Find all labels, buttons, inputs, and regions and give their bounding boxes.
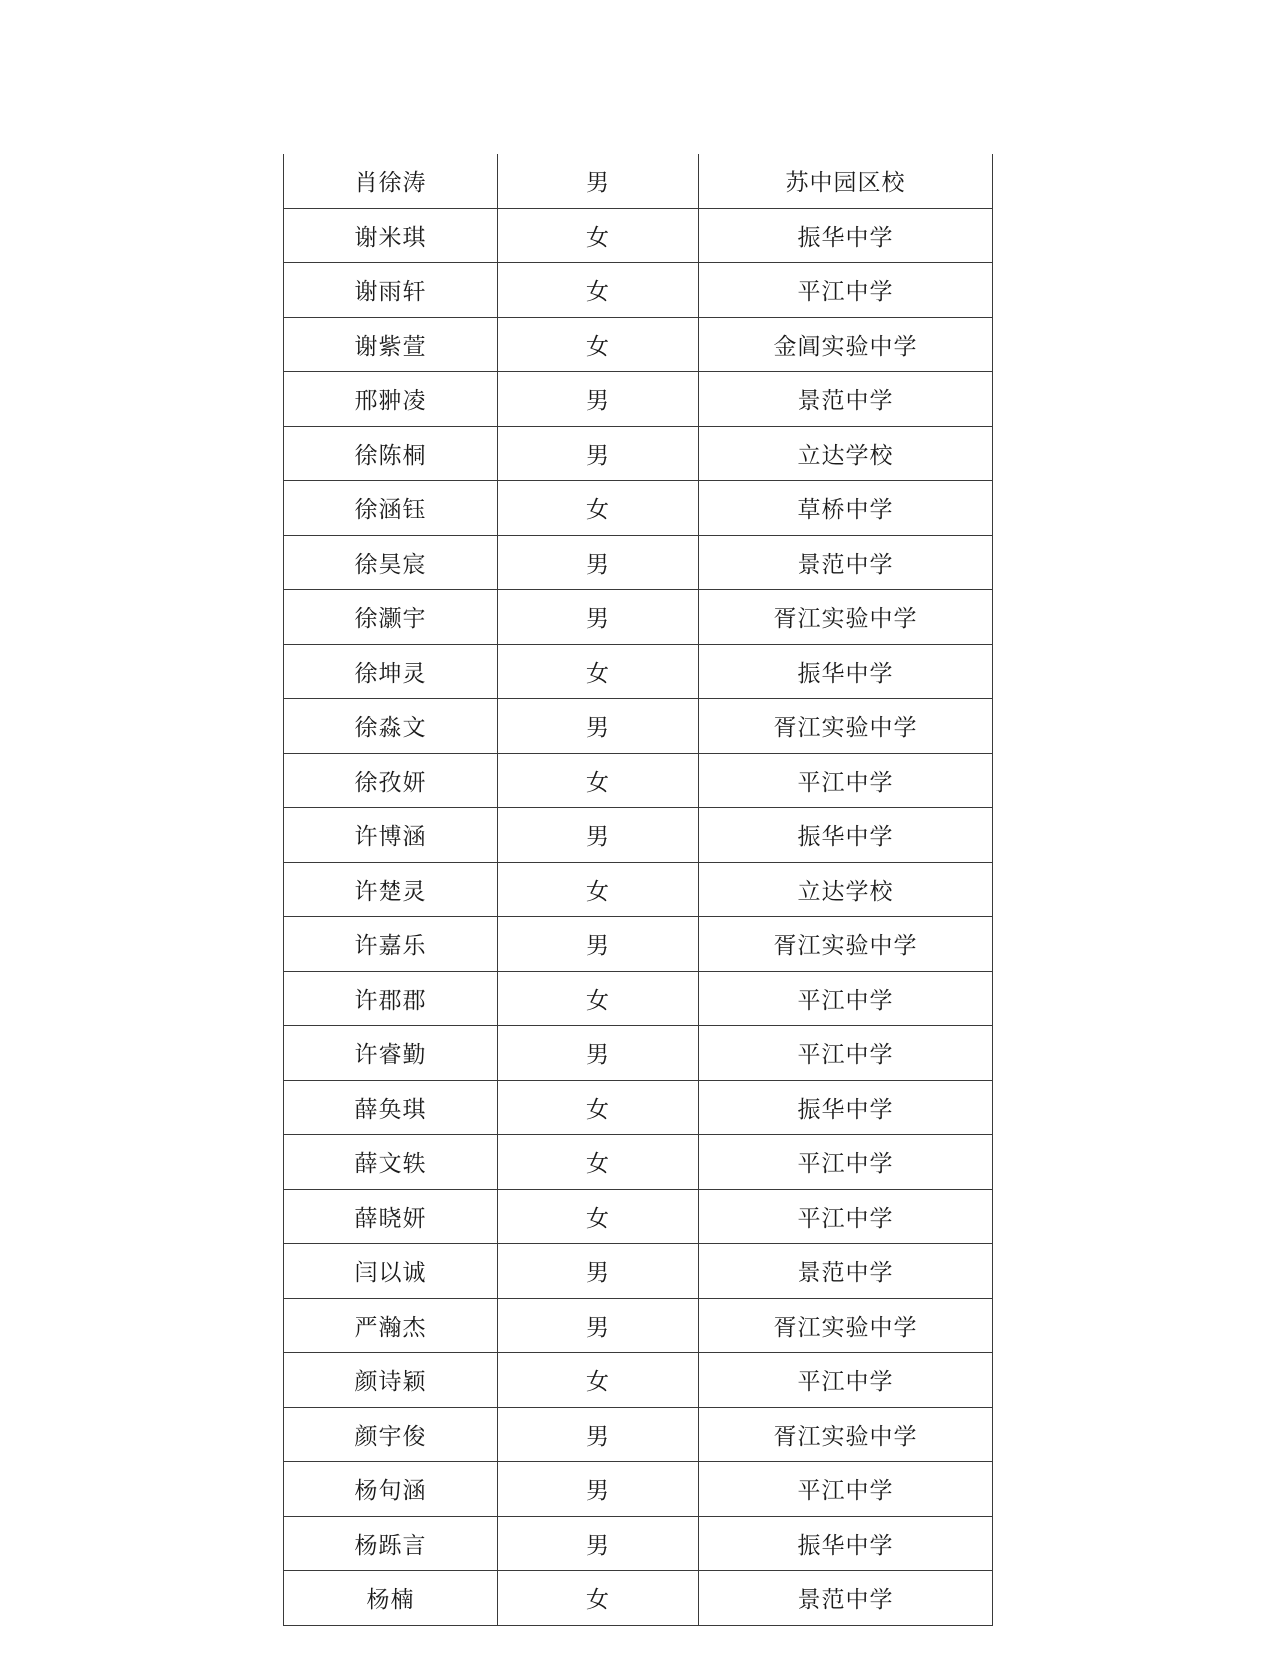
gender-cell: 女 — [498, 1189, 699, 1244]
gender-cell: 男 — [498, 1298, 699, 1353]
school-cell: 平江中学 — [699, 1353, 993, 1408]
gender-cell: 男 — [498, 535, 699, 590]
gender-cell: 男 — [498, 1462, 699, 1517]
table-row — [284, 644, 993, 699]
gender-cell: 男 — [498, 154, 699, 208]
student-name-cell: 杨句涵 — [284, 1462, 498, 1517]
school-cell: 平江中学 — [699, 1135, 993, 1190]
school-cell: 立达学校 — [699, 862, 993, 917]
school-cell: 振华中学 — [699, 644, 993, 699]
student-name-cell: 杨跞言 — [284, 1516, 498, 1571]
table-row — [284, 1244, 993, 1299]
gender-cell: 女 — [498, 1135, 699, 1190]
student-name-cell: 薛文轶 — [284, 1135, 498, 1190]
gender-cell: 女 — [498, 753, 699, 808]
gender-cell: 男 — [498, 808, 699, 863]
school-cell: 振华中学 — [699, 208, 993, 263]
table-row — [284, 699, 993, 754]
table-row — [284, 481, 993, 536]
school-cell: 平江中学 — [699, 1026, 993, 1081]
table-row — [284, 426, 993, 481]
school-cell: 平江中学 — [699, 1462, 993, 1517]
school-cell: 立达学校 — [699, 426, 993, 481]
gender-cell: 男 — [498, 917, 699, 972]
student-name-cell: 徐陈桐 — [284, 426, 498, 481]
school-cell: 胥江实验中学 — [699, 1298, 993, 1353]
table-row — [284, 1353, 993, 1408]
student-name-cell: 薛奂琪 — [284, 1080, 498, 1135]
gender-cell: 女 — [498, 862, 699, 917]
table-row — [284, 535, 993, 590]
student-name-cell: 许嘉乐 — [284, 917, 498, 972]
gender-cell: 男 — [498, 372, 699, 427]
school-cell: 景范中学 — [699, 372, 993, 427]
table-row — [284, 1080, 993, 1135]
gender-cell: 女 — [498, 208, 699, 263]
table-row — [284, 208, 993, 263]
student-name-cell: 许楚灵 — [284, 862, 498, 917]
table-row — [284, 862, 993, 917]
school-cell: 苏中园区校 — [699, 154, 993, 208]
school-cell: 胥江实验中学 — [699, 917, 993, 972]
student-name-cell: 薛晓妍 — [284, 1189, 498, 1244]
gender-cell: 女 — [498, 971, 699, 1026]
table-row — [284, 1298, 993, 1353]
student-roster-table — [283, 154, 993, 1626]
school-cell: 振华中学 — [699, 808, 993, 863]
student-name-cell: 肖徐涛 — [284, 154, 498, 208]
table-row — [284, 971, 993, 1026]
table-row — [284, 317, 993, 372]
gender-cell: 女 — [498, 317, 699, 372]
gender-cell: 男 — [498, 426, 699, 481]
student-name-cell: 徐灏宇 — [284, 590, 498, 645]
table-row — [284, 753, 993, 808]
table-row — [284, 1189, 993, 1244]
school-cell: 草桥中学 — [699, 481, 993, 536]
gender-cell: 男 — [498, 1244, 699, 1299]
gender-cell: 男 — [498, 699, 699, 754]
gender-cell: 女 — [498, 263, 699, 318]
school-cell: 景范中学 — [699, 1571, 993, 1626]
student-name-cell: 闫以诚 — [284, 1244, 498, 1299]
school-cell: 振华中学 — [699, 1080, 993, 1135]
table-row — [284, 263, 993, 318]
gender-cell: 男 — [498, 1516, 699, 1571]
gender-cell: 女 — [498, 1571, 699, 1626]
student-name-cell: 徐昊宸 — [284, 535, 498, 590]
table-row — [284, 808, 993, 863]
table-row — [284, 1516, 993, 1571]
student-name-cell: 许博涵 — [284, 808, 498, 863]
table-row — [284, 917, 993, 972]
table-row — [284, 372, 993, 427]
gender-cell: 女 — [498, 481, 699, 536]
gender-cell: 女 — [498, 1353, 699, 1408]
table-row — [284, 1571, 993, 1626]
student-name-cell: 邢翀凌 — [284, 372, 498, 427]
student-name-cell: 徐涵钰 — [284, 481, 498, 536]
gender-cell: 男 — [498, 1407, 699, 1462]
school-cell: 平江中学 — [699, 753, 993, 808]
student-name-cell: 颜宇俊 — [284, 1407, 498, 1462]
gender-cell: 女 — [498, 644, 699, 699]
school-cell: 胥江实验中学 — [699, 590, 993, 645]
gender-cell: 男 — [498, 1026, 699, 1081]
student-name-cell: 徐孜妍 — [284, 753, 498, 808]
table-row — [284, 1026, 993, 1081]
student-name-cell: 许郡郡 — [284, 971, 498, 1026]
student-name-cell: 谢雨轩 — [284, 263, 498, 318]
school-cell: 景范中学 — [699, 1244, 993, 1299]
school-cell: 胥江实验中学 — [699, 699, 993, 754]
student-name-cell: 徐坤灵 — [284, 644, 498, 699]
school-cell: 平江中学 — [699, 1189, 993, 1244]
gender-cell: 男 — [498, 590, 699, 645]
student-name-cell: 徐淼文 — [284, 699, 498, 754]
school-cell: 景范中学 — [699, 535, 993, 590]
school-cell: 平江中学 — [699, 971, 993, 1026]
table-row — [284, 154, 993, 208]
student-name-cell: 许睿勤 — [284, 1026, 498, 1081]
school-cell: 金阊实验中学 — [699, 317, 993, 372]
student-name-cell: 颜诗颖 — [284, 1353, 498, 1408]
roster-body — [284, 154, 993, 1625]
student-name-cell: 谢米琪 — [284, 208, 498, 263]
student-name-cell: 谢紫萱 — [284, 317, 498, 372]
school-cell: 平江中学 — [699, 263, 993, 318]
student-name-cell: 杨楠 — [284, 1571, 498, 1626]
student-name-cell: 严瀚杰 — [284, 1298, 498, 1353]
school-cell: 胥江实验中学 — [699, 1407, 993, 1462]
table-row — [284, 1462, 993, 1517]
gender-cell: 女 — [498, 1080, 699, 1135]
table-row — [284, 590, 993, 645]
table-row — [284, 1135, 993, 1190]
table-row — [284, 1407, 993, 1462]
school-cell: 振华中学 — [699, 1516, 993, 1571]
